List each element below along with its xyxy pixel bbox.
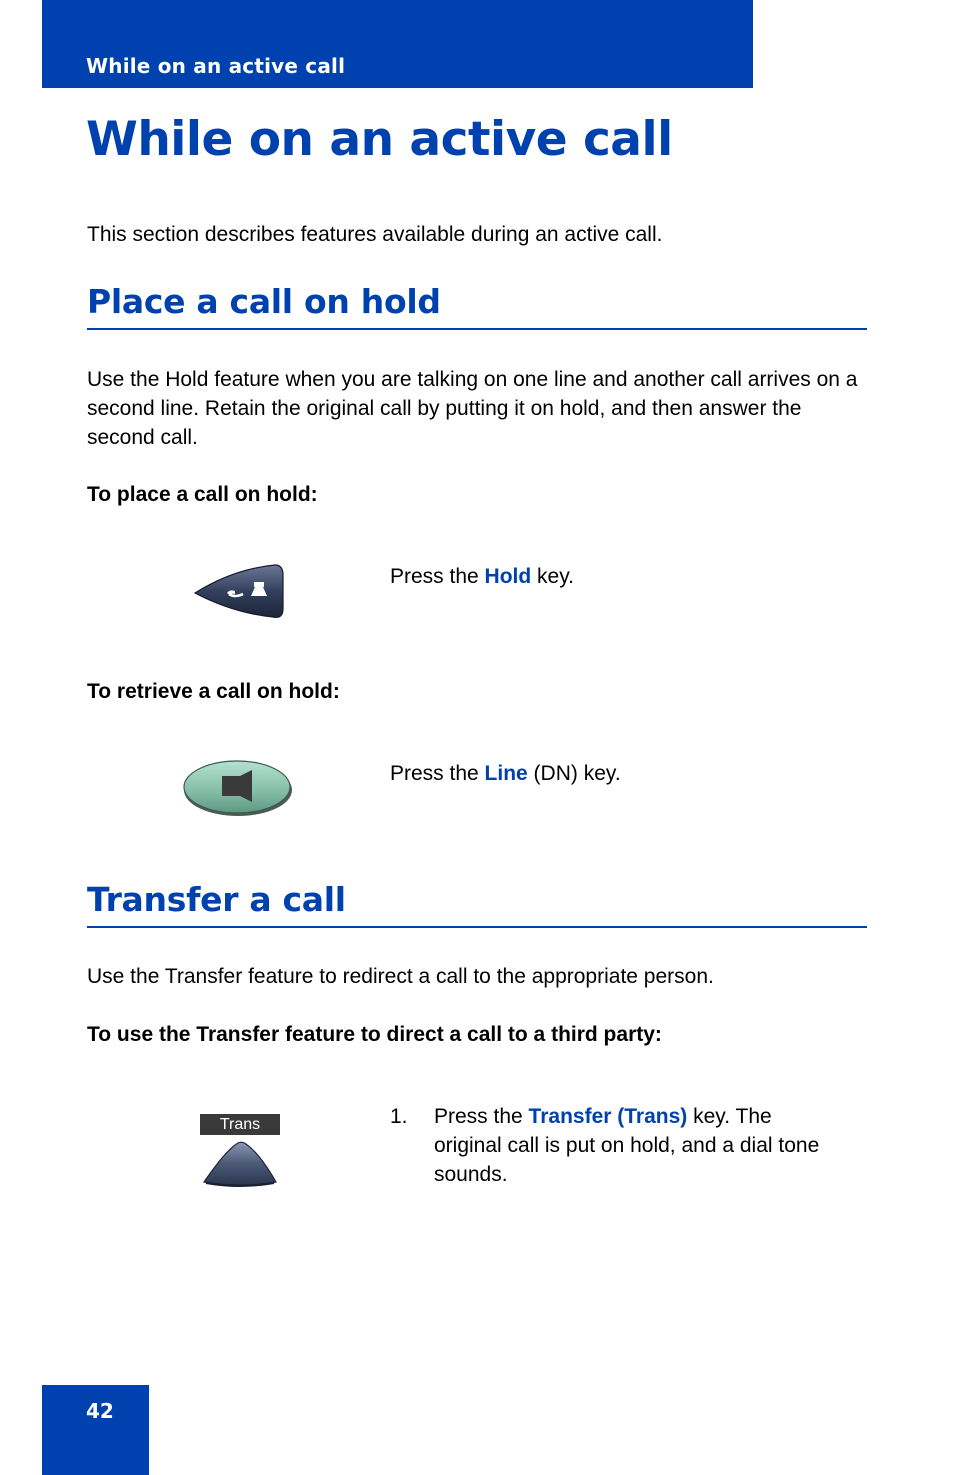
line-key-icon — [182, 757, 294, 824]
hold-key-name: Hold — [484, 565, 532, 588]
section-divider-transfer — [87, 926, 867, 928]
place-hold-subheading: To place a call on hold: — [87, 483, 318, 506]
transfer-softkey-icon — [200, 1140, 280, 1193]
hold-description: Use the Hold feature when you are talking on one line and another call arrives on a second line. Retain the original call by putting it on hold, and then answer the second call. — [87, 368, 858, 449]
section-divider-hold — [87, 328, 867, 330]
header-bar — [42, 0, 753, 88]
transfer-key-name: Transfer (Trans) — [528, 1105, 688, 1128]
page-number-box — [42, 1385, 149, 1475]
trans-softkey-label: Trans — [200, 1114, 280, 1135]
line-instruction-prefix: Press the — [390, 762, 485, 785]
section-heading-transfer: Transfer a call — [87, 880, 346, 919]
running-header-title: While on an active call — [86, 54, 346, 78]
intro-paragraph: This section describes features available during an active call. — [87, 223, 663, 246]
hold-instruction — [390, 562, 574, 591]
page-title: While on an active call — [86, 112, 673, 167]
section-heading-hold: Place a call on hold — [87, 282, 441, 321]
transfer-step-suffix: key. The original call is put on hold, and a dial tone sounds. — [434, 1105, 820, 1186]
step-text — [434, 1102, 844, 1189]
line-key-name: Line — [484, 762, 528, 785]
page-number: 42 — [86, 1399, 114, 1423]
line-instruction — [390, 759, 621, 788]
transfer-step-prefix: Press the — [434, 1105, 529, 1128]
transfer-step-1 — [390, 1102, 850, 1192]
line-instruction-suffix: (DN) key. — [527, 762, 621, 785]
hold-instruction-suffix: key. — [531, 565, 574, 588]
retrieve-hold-subheading: To retrieve a call on hold: — [87, 680, 340, 703]
hold-instruction-prefix: Press the — [390, 565, 485, 588]
transfer-description: Use the Transfer feature to redirect a call to the appropriate person. — [87, 965, 714, 988]
step-number: 1. — [390, 1105, 408, 1128]
hold-key-icon — [193, 563, 285, 626]
transfer-subheading: To use the Transfer feature to direct a call to a third party: — [87, 1023, 662, 1046]
